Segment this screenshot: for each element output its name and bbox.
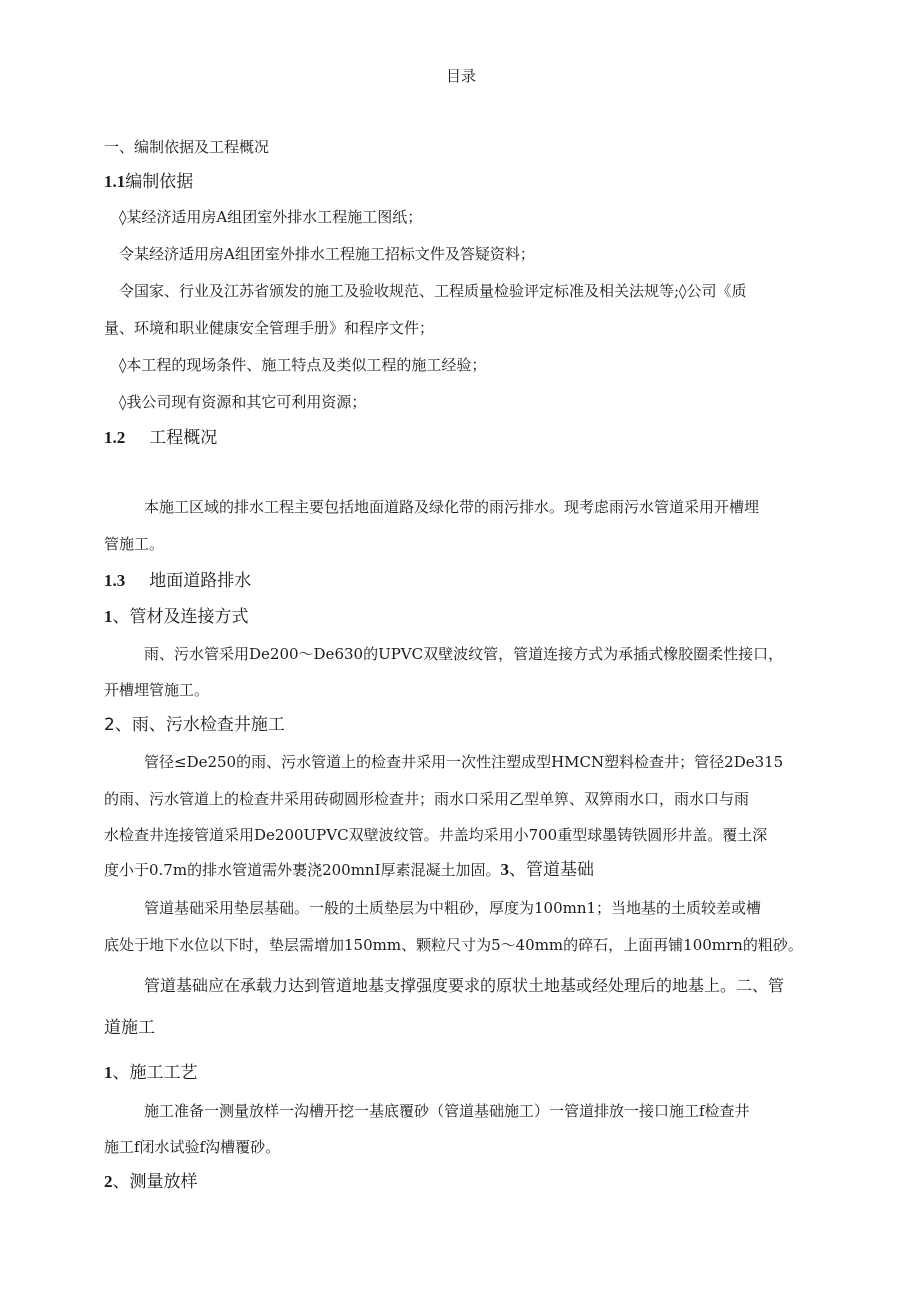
heading-1-2-text: 工程概况 bbox=[149, 428, 218, 448]
basis-item: 量、环境和职业健康安全管理手册》和程序文件； bbox=[104, 319, 435, 337]
overview-paragraph: 管施工。 bbox=[104, 535, 165, 553]
inspection-well-paragraph: 的雨、污水管道上的检查井采用砖砌圆形检查井；雨水口采用乙型单箅、双箅雨水口，雨水口与雨 bbox=[104, 790, 750, 808]
subheading-survey-number: 2 bbox=[104, 1172, 113, 1191]
subheading-survey bbox=[104, 1172, 198, 1192]
heading-1-3-number: 1.3 bbox=[104, 571, 126, 590]
heading-1-3 bbox=[104, 571, 251, 591]
heading-1-2-number: 1.2 bbox=[104, 428, 126, 447]
heading-1-3-text: 地面道路排水 bbox=[149, 571, 252, 591]
overview-paragraph: 本施工区域的排水工程主要包括地面道路及绿化带的雨污排水。现考虑雨污水管道采用开槽埋 bbox=[144, 498, 760, 516]
subheading-survey-text: 、测量放样 bbox=[112, 1172, 198, 1192]
pipe-material-paragraph: 开槽埋管施工。 bbox=[104, 681, 210, 699]
section-1-heading: 一、编制依据及工程概况 bbox=[104, 138, 270, 156]
subheading-pipe-foundation-number: 3 bbox=[500, 860, 510, 879]
subheading-process-number: 1 bbox=[104, 1063, 113, 1082]
process-paragraph: 施工准备一测量放样一沟槽开挖一基底覆砂（管道基础施工）一管道排放一接口施工f检查井 bbox=[144, 1102, 750, 1120]
heading-1-1-number: 1.1 bbox=[104, 172, 126, 191]
inspection-well-paragraph-last bbox=[104, 860, 594, 880]
inspection-well-paragraph: 水检查井连接管道采用De200UPVC双壁波纹管。井盖均采用小700重型球墨铸铁圆形井盖。覆土深 bbox=[104, 826, 768, 844]
foundation-paragraph: 底处于地下水位以下时，垫层需增加150mm、颗粒尺寸为5～40mm的碎石，上面再铺100mrn的粗砂。 bbox=[104, 936, 803, 954]
process-paragraph: 施工f闭水试验f沟槽覆砂。 bbox=[104, 1138, 281, 1156]
subheading-pipe-material-number: 1 bbox=[104, 607, 113, 626]
subheading-process bbox=[104, 1063, 198, 1083]
heading-1-2 bbox=[104, 428, 217, 448]
foundation-paragraph-2: 管道基础应在承载力达到管道地基支撑强度要求的原状土地基或经处理后的地基上。二、管 bbox=[144, 976, 785, 995]
basis-item: ◊某经济适用房A组团室外排水工程施工图纸； bbox=[119, 208, 423, 226]
heading-1-1-text: 编制依据 bbox=[125, 172, 194, 192]
pipe-material-paragraph: 雨、污水管采用De200～De630的UPVC双壁波纹管，管道连接方式为承插式橡胶圈柔性接口， bbox=[144, 645, 784, 663]
subheading-pipe-material-text: 、管材及连接方式 bbox=[112, 607, 249, 627]
inspection-well-paragraph: 管径≤De250的雨、污水管道上的检查井采用一次性注塑成型HMCN塑料检查井；管径2De315 bbox=[144, 753, 784, 771]
basis-item: 令国家、行业及江苏省颁发的施工及验收规范、工程质量检验评定标准及相关法规等;◊公司《质 bbox=[119, 282, 747, 300]
inspection-well-last-text: 度小于0.7m的排水管道需外裹浇200mnI厚素混凝土加固。 bbox=[104, 861, 501, 879]
section-2-heading: 道施工 bbox=[104, 1018, 155, 1038]
basis-item: ◊我公司现有资源和其它可利用资源； bbox=[119, 393, 367, 411]
page-title: 目录 bbox=[446, 67, 477, 85]
heading-1-1 bbox=[104, 172, 193, 192]
subheading-process-text: 、施工工艺 bbox=[112, 1063, 198, 1083]
basis-item: 令某经济适用房A组团室外排水工程施工招标文件及答疑资料； bbox=[119, 245, 535, 263]
foundation-paragraph: 管道基础采用垫层基础。一般的土质垫层为中粗砂，厚度为100mn1；当地基的土质较差或槽 bbox=[144, 899, 762, 917]
subheading-pipe-foundation bbox=[501, 860, 595, 880]
subheading-pipe-foundation-text: 、管道基础 bbox=[509, 860, 595, 880]
basis-item: ◊本工程的现场条件、施工特点及类似工程的施工经验； bbox=[119, 356, 487, 374]
subheading-inspection-well: 2、雨、污水检查井施工 bbox=[104, 715, 285, 735]
subheading-pipe-material bbox=[104, 607, 249, 627]
